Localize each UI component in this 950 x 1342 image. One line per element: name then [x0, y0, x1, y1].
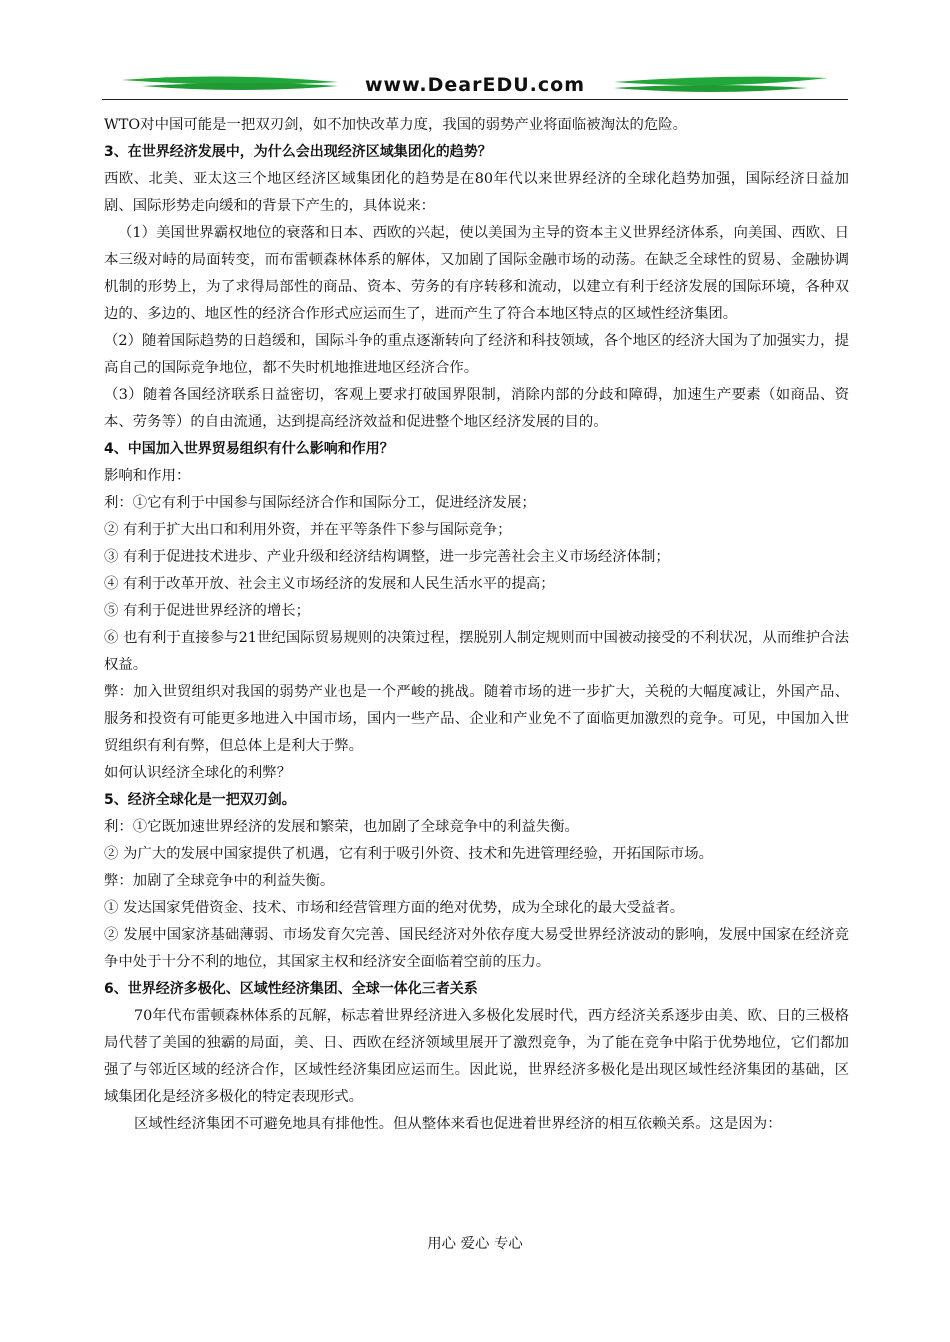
paragraph-11: ⑤ 有利于促进世界经济的增长； [104, 603, 311, 619]
paragraph-2: 西欧、北美、亚太这三个地区经济区域集团化的趋势是在80年代以来世界经济的全球化趋势加强，国际经济日益加剧、国际形势走向缓和的背景下产生的，具体说来： [104, 171, 849, 214]
paragraph-16: ② 为广大的发展中国家提供了机遇，它有利于吸引外资、技术和先进管理经验，开拓国际市场。 [104, 846, 713, 862]
paragraph-12: ⑥ 也有利于直接参与21世纪国际贸易规则的决策过程，摆脱别人制定规则而中国被动接受的不利状况，从而维护合法权益。 [104, 630, 849, 673]
paragraph-7: 利：①它有利于中国参与国际经济合作和国际分工，促进经济发展； [104, 495, 536, 511]
paragraph-17: 弊：加剧了全球竞争中的利益失衡。 [104, 873, 335, 889]
document-body [104, 112, 849, 1138]
site-url: www.DearEDU.com [364, 74, 586, 96]
paragraph-8: ② 有利于扩大出口和利用外资，并在平等条件下参与国际竞争； [104, 522, 512, 538]
paragraph-20: 70年代布雷顿森林体系的瓦解，标志着世界经济进入多极化发展时代，西方经济关系逐步由美、欧、日的三极格局代替了美国的独霸的局面，美、日、西欧在经济领域里展开了激烈竞争，为了能在竞争中陷于优势地位，它们都加强了与邻近区域的经济合作，区域性经济集团应运而生。因此说，世界经济多极化是出现区域性经济集团的基础，区域集团化是经济多极化的特定表现形式。 [104, 1008, 849, 1105]
question-heading-6: 6、世界经济多极化、区域性经济集团、全球一体化三者关系 [104, 981, 478, 997]
page-header [102, 68, 848, 102]
paragraph-10: ④ 有利于改革开放、社会主义市场经济的发展和人民生活水平的提高； [104, 576, 555, 592]
question-heading-3: 3、在世界经济发展中，为什么会出现经济区域集团化的趋势？ [104, 144, 492, 160]
paragraph-6: 影响和作用： [104, 468, 191, 484]
paragraph-19: ② 发展中国家济基础薄弱、市场发育欠完善、国民经济对外依存度大易受世界经济波动的影响，发展中国家在经济竞争中处于十分不利的地位，其国家主权和经济安全面临着空前的压力。 [104, 927, 849, 970]
paragraph-13: 弊：加入世贸组织对我国的弱势产业也是一个严峻的挑战。随着市场的进一步扩大，关税的大幅度减让，外国产品、服务和投资有可能更多地进入中国市场，国内一些产品、企业和产业免不了面临更加激烈的竞争。可见，中国加入世贸组织有利有弊，但总体上是利大于弊。 [104, 684, 849, 754]
paragraph-15: 利：①它既加速世界经济的发展和繁荣，也加剧了全球竞争中的利益失衡。 [104, 819, 579, 835]
paragraph-21: 区域性经济集团不可避免地具有排他性。但从整体来看也促进着世界经济的相互依赖关系。这是因为： [134, 1116, 782, 1132]
paragraph-4: （2）随着国际趋势的日趋缓和，国际斗争的重点逐渐转向了经济和科技领域，各个地区的经济大国为了加强实力，提高自己的国际竞争地位，都不失时机地推进地区经济合作。 [104, 333, 849, 376]
question-heading-5: 5、经济全球化是一把双刃剑。 [104, 792, 296, 808]
paragraph-9: ③ 有利于促进技术进步、产业升级和经济结构调整，进一步完善社会主义市场经济体制； [104, 549, 670, 565]
paragraph-1: WTO对中国可能是一把双刃剑，如不加快改革力度，我国的弱势产业将面临被淘汰的危险。 [104, 117, 688, 133]
paragraph-5: （3）随着各国经济联系日益密切，客观上要求打破国界限制，消除内部的分歧和障碍，加速生产要素（如商品、资本、劳务等）的自由流通，达到提高经济效益和促进整个地区经济发展的目的。 [104, 387, 849, 430]
paragraph-3: （1）美国世界霸权地位的衰落和日本、西欧的兴起，使以美国为主导的资本主义世界经济体系，向美国、西欧、日本三级对峙的局面转变，而布雷顿森林体系的解体，又加剧了国际金融市场的动荡。在缺乏全球性的贸易、金融协调机制的形势上，为了求得局部性的商品、资本、劳务的有序转移和流动，以建立有利于经济发展的国际环境，各种双边的、多边的、地区性的经济合作形式应运而生了，进而产生了符合本地区特点的区域性经济集团。 [104, 225, 849, 322]
page-footer: 用心 爱心 专心 [427, 1236, 523, 1252]
header-rule [102, 99, 848, 100]
paragraph-14: 如何认识经济全球化的利弊？ [104, 765, 292, 781]
paragraph-18: ① 发达国家凭借资金、技术、市场和经营管理方面的绝对优势，成为全球化的最大受益者。 [104, 900, 685, 916]
question-heading-4: 4、中国加入世界贸易组织有什么影响和作用？ [104, 441, 394, 457]
